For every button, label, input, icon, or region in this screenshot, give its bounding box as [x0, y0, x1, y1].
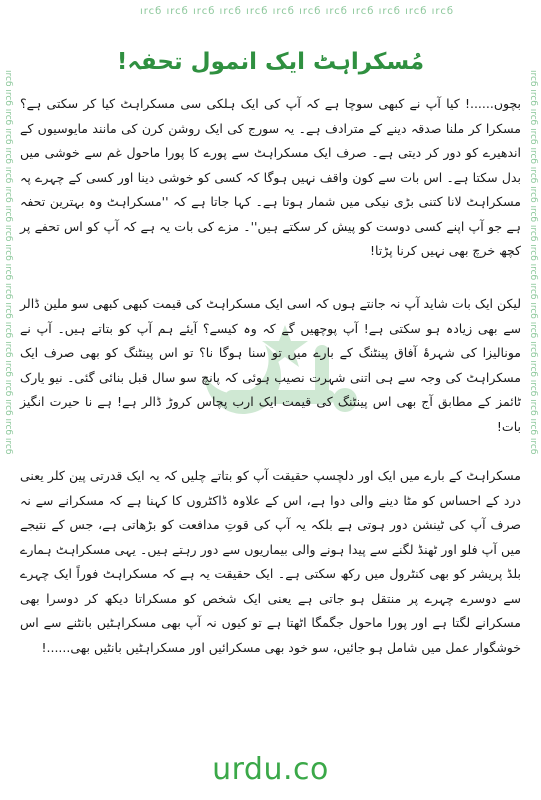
left-border-ornament	[2, 70, 14, 720]
article-title: مُسکراہٹ ایک انمول تحفہ!	[116, 49, 425, 75]
paragraph-2: لیکن ایک بات شاید آپ نہ جانتے ہوں کہ اسی ایک مسکراہٹ کی قیمت کبھی کبھی سو ملین ڈالر سے بھی زیادہ ہو سکتی ہے! آپ پوچھیں گے کہ وہ کیسے؟ آیئے ہم آپ کو بتاتے ہیں۔ آپ نے مونالیزا کی شہرۂ آفاق پینٹنگ کے بارے میں تو سنا ہوگا نا؟ تو اس پینٹنگ کو بھی صرف ایک مسکراہٹ کی وجہ سے ہی اتنی شہرت نصیب ہوئی کہ پانچ سو سال قبل بنائی گئی۔ نیو یارک ٹائمز کے مطابق آج بھی اس پینٹنگ کی قیمت ایک ارب پچاس کروڑ ڈالر ہے! ہے نا حیرت انگیز بات!	[20, 296, 521, 434]
footer-site-logo: urdu.co	[212, 752, 329, 787]
left-border-text: ırcб ırcб ırcб ırcб ırcб ırcб ırcб ırcб ırcб ırcб ırcб ırcб ırcб ırcб ırcб ırcб ırcб ırcб ırcб ırcб	[3, 70, 13, 455]
top-border-ornament: ırcб ırcб ırcб ırcб ırcб ırcб ırcб ırcб ırcб ırcб ırcб ırcб	[140, 6, 454, 17]
paragraph-3: مسکراہٹ کے بارے میں ایک اور دلچسپ حقیقت آپ کو بتاتے چلیں کہ یہ ایک قدرتی پین کلر یعنی درد کے احساس کو مٹا دینے والی دوا ہے، اس کے علاوہ ڈاکٹروں کا کہنا ہے کہ مسکرانے سے نہ صرف آپ کی ٹینشن دور ہوتی ہے بلکہ یہ آپ کی قوتِ مدافعت کو بڑھاتی ہے، جس کے نتیجے میں آپ فلو اور ٹھنڈ لگنے سے پیدا ہونے والی بیماریوں سے دور رہتے ہیں۔ یہی مسکراہٹ ہمارے بلڈ پریشر کو بھی کنٹرول میں رکھ سکتی ہے۔ ایک حقیقت یہ ہے کہ مسکراہٹ فوراً ایک چہرے سے دوسرے چہرے پر منتقل ہو جاتی ہے یعنی ایک شخص کو مسکراتا دیکھ کر دوسرا بھی مسکرانے لگتا ہے اور پورا ماحول جگمگا اٹھتا ہے تو کیوں نہ آپ بھی مسکراہٹیں بانٹنے سے اس خوشگوار عمل میں شامل ہو جائیں، سو خود بھی مسکرائیں اور مسکراہٹیں بانٹیں بھی......!	[20, 468, 521, 655]
paragraph-1: بچوں......! کیا آپ نے کبھی سوچا ہے کہ آپ کی ایک ہلکی سی مسکراہٹ کیا کر سکتی ہے؟ مسکرا کر ملنا صدقہ دینے کے مترادف ہے۔ یہ سورج کی ایک روشن کرن کی مانند مایوسیوں کے اندھیرے کو دور کر دیتی ہے۔ صرف ایک مسکراہٹ سے پورے کا پورا ماحول غم سے خوشی میں بدل سکتا ہے۔ اس بات سے کون واقف نہیں ہوگا کہ کسی کو خوشی دینا اور کسی کے چہرے پہ مسکراہٹ لانا کتنی بڑی نیکی میں شمار ہوتا ہے۔ کہا جاتا ہے کہ ''مسکراہٹ وہ بہترین تحفہ ہے جو آپ اپنے کسی دوست کو پیش کر سکتے ہیں''۔ مزے کی بات یہ ہے کہ آپ کو اس تحفے پر کچھ خرچ بھی نہیں کرنا پڑتا!	[20, 96, 521, 258]
right-border-text: ırcб ırcб ırcб ırcб ırcб ırcб ırcб ırcб ırcб ırcб ırcб ırcб ırcб ırcб ırcб ırcб ırcб ırcб ırcб ırcб	[528, 70, 538, 455]
right-border-ornament	[527, 70, 539, 720]
